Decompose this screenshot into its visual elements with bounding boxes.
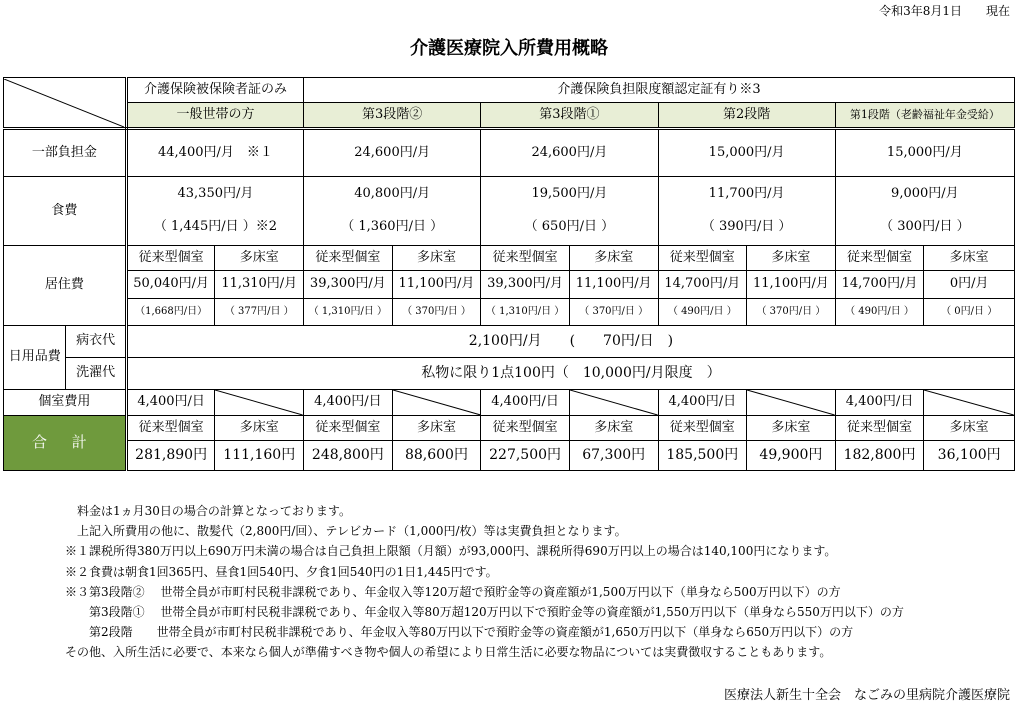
meal-daily: （ 300円/日 ） [880,219,970,234]
note-line: 第3段階① 世帯全員が市町村民税非課税であり、年金収入等80万超120万円以下で預貯金等の資産額が1,550万円以下（単身なら550万円以下）の方 [65,605,904,620]
housing-room-type: 多床室 [392,246,481,271]
housing-monthly: 39,300円/月 [481,271,570,299]
row-label-laundry: 洗濯代 [66,358,126,390]
header-general: 一般世帯の方 [126,103,303,129]
gown-value: 2,100円/月 ( 70円/日 ) [126,326,1014,358]
housing-daily: （ 370円/日 ） [747,299,836,326]
copay-value: 15,000円/月 [835,129,1014,177]
private-room-value: 4,400円/日 [304,390,393,416]
housing-daily: （ 1,310円/日 ） [481,299,570,326]
total-room-type: 従来型個室 [304,416,393,441]
total-value: 111,160円 [215,441,304,471]
header-stage3-1: 第3段階① [481,103,658,129]
housing-daily: （ 0円/日 ） [924,299,1015,326]
meal-daily: （ 1,360円/日 ） [341,219,444,234]
total-room-type: 従来型個室 [481,416,570,441]
total-room-type: 多床室 [392,416,481,441]
total-value: 281,890円 [126,441,215,471]
housing-monthly: 14,700円/月 [658,271,747,299]
private-room-value: 4,400円/日 [658,390,747,416]
note-line: 第2段階 世帯全員が市町村民税非課税であり、年金収入等80万円以下で預貯金等の資産額が1,650万円以下（単身なら650万円以下）の方 [65,625,854,640]
total-room-type: 従来型個室 [835,416,924,441]
header-stage3-2: 第3段階② [304,103,481,129]
housing-room-type: 従来型個室 [658,246,747,271]
meal-cell [481,177,658,246]
copay-value: 15,000円/月 [658,129,835,177]
meal-monthly: 11,700円/月 [708,186,785,202]
row-label-housing: 居住費 [4,246,127,326]
housing-daily: （ 490円/日 ） [835,299,924,326]
note-line: ※２食費は朝食1回365円、昼食1回540円、夕食1回540円の1日1,445円です。 [65,564,498,579]
housing-monthly: 50,040円/月 [126,271,215,299]
meal-monthly: 43,350円/月 [177,186,254,202]
empty-cell [569,390,658,416]
housing-daily: （ 377円/日 ） [215,299,304,326]
housing-room-type: 多床室 [215,246,304,271]
empty-cell [747,390,836,416]
total-value: 67,300円 [569,441,658,471]
housing-daily: （1,668円/日） [126,299,215,326]
housing-room-type: 従来型個室 [835,246,924,271]
header-stage2: 第2段階 [658,103,835,129]
empty-cell [215,390,304,416]
total-room-type: 従来型個室 [126,416,215,441]
total-value: 49,900円 [747,441,836,471]
empty-cell [924,390,1015,416]
fee-table [3,77,1015,471]
meal-cell [658,177,835,246]
housing-room-type: 多床室 [569,246,658,271]
note-line: 上記入所費用の他に、散髪代（2,800円/回）、テレビカード（1,000円/枚）等は実費負担となります。 [65,524,627,539]
housing-room-type: 従来型個室 [481,246,570,271]
laundry-value: 私物に限り1点100円（ 10,000円/月限度 ） [126,358,1014,390]
header-limit-cert: 介護保険負担限度額認定証有り※3 [304,78,1015,103]
total-value: 36,100円 [924,441,1015,471]
housing-daily: （ 1,310円/日 ） [304,299,393,326]
note-line: 料金は1ヵ月30日の場合の計算となっております。 [65,504,351,518]
row-label-meals: 食費 [4,177,127,246]
private-room-value: 4,400円/日 [481,390,570,416]
total-value: 182,800円 [835,441,924,471]
meal-daily: （ 650円/日 ） [524,219,615,234]
meal-daily: （ 1,445円/日 ）※2 [153,219,278,234]
note-line: その他、入所生活に必要で、本来なら個人が準備すべき物や個人の希望により日常生活に必要な物品については実費徴収することもあります。 [65,645,832,660]
housing-room-type: 従来型個室 [304,246,393,271]
copay-value: 24,600円/月 [481,129,658,177]
housing-monthly: 11,310円/月 [215,271,304,299]
meal-monthly: 40,800円/月 [354,186,431,202]
meal-cell [126,177,303,246]
private-room-value: 4,400円/日 [835,390,924,416]
footer-organization: 医療法人新生十全会 なごみの里病院介護医療院 [723,688,1010,703]
notes [65,501,904,663]
total-value: 185,500円 [658,441,747,471]
housing-monthly: 14,700円/月 [835,271,924,299]
meal-monthly: 9,000円/月 [891,186,959,202]
row-label-gown: 病衣代 [66,326,126,358]
housing-monthly: 39,300円/月 [304,271,393,299]
housing-daily: （ 370円/日 ） [392,299,481,326]
note-line: ※１課税所得380万円以上690万円未満の場合は自己負担上限額（月額）が93,000円、課税所得690万円以上の場合は140,100円になります。 [65,544,837,559]
housing-monthly: 11,100円/月 [392,271,481,299]
header-stage1: 第1段階（老齢福祉年金受給） [835,103,1014,129]
meal-daily: （ 390円/日 ） [701,219,792,234]
row-label-private-room: 個室費用 [4,390,127,416]
total-room-type: 多床室 [215,416,304,441]
housing-monthly: 11,100円/月 [569,271,658,299]
row-label-copay: 一部負担金 [4,129,127,177]
empty-cell [392,390,481,416]
meal-cell [835,177,1014,246]
housing-daily: （ 370円/日 ） [569,299,658,326]
housing-room-type: 従来型個室 [126,246,215,271]
housing-room-type: 多床室 [924,246,1015,271]
housing-room-type: 多床室 [747,246,836,271]
private-room-value: 4,400円/日 [126,390,215,416]
meal-cell [304,177,481,246]
housing-daily: （ 490円/日 ） [658,299,747,326]
total-room-type: 多床室 [924,416,1015,441]
total-value: 227,500円 [481,441,570,471]
row-label-total: 合 計 [4,416,127,471]
date-label: 令和3年8月1日 現在 [879,4,1010,18]
total-room-type: 多床室 [747,416,836,441]
note-line: ※３第3段階② 世帯全員が市町村民税非課税であり、年金収入等120万超で預貯金等の資産額が1,500万円以下（単身なら500万円以下）の方 [65,584,841,599]
housing-monthly: 0円/月 [924,271,1015,299]
table-corner [4,78,127,129]
total-room-type: 多床室 [569,416,658,441]
total-value: 248,800円 [304,441,393,471]
total-value: 88,600円 [392,441,481,471]
housing-monthly: 11,100円/月 [747,271,836,299]
page-title: 介護医療院入所費用概略 [410,38,608,59]
total-room-type: 従来型個室 [658,416,747,441]
meal-monthly: 19,500円/月 [531,186,608,202]
copay-value: 44,400円/月 ※１ [126,129,303,177]
copay-value: 24,600円/月 [304,129,481,177]
row-label-daily-goods: 日用品費 [4,326,66,390]
header-insured-only: 介護保険被保険者証のみ [126,78,303,103]
